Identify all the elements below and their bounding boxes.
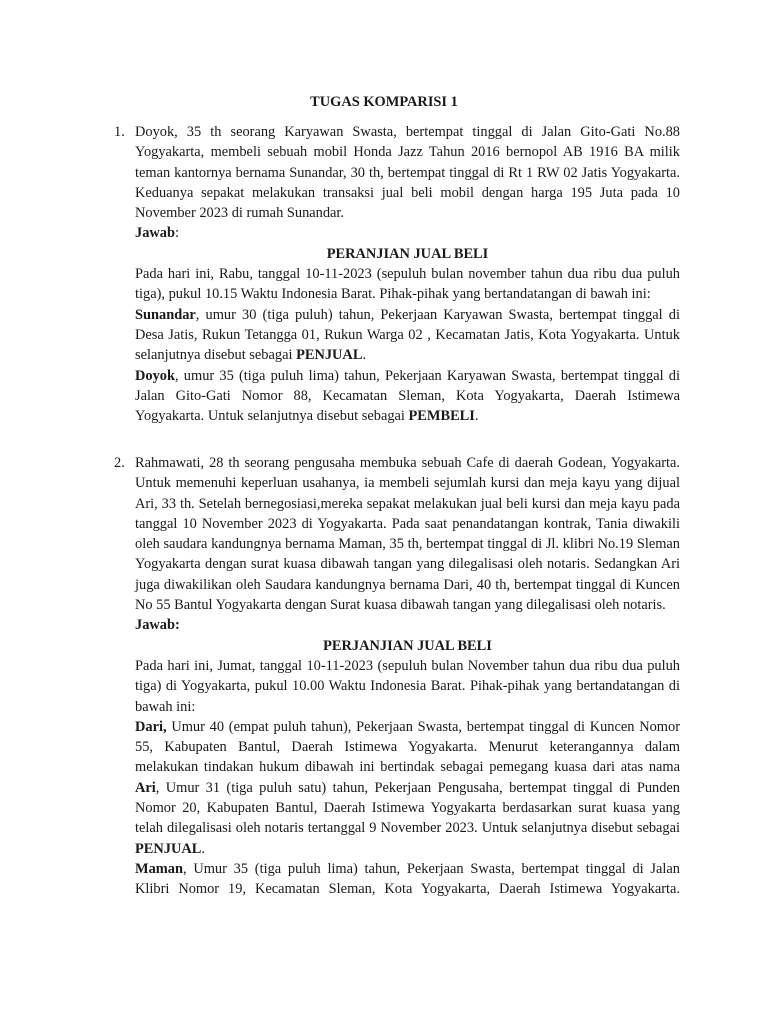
item-body <box>135 453 680 900</box>
question-item-1 <box>114 122 680 426</box>
party-principal: Ari <box>135 779 156 796</box>
question-item-2 <box>114 453 680 900</box>
item-number: 1. <box>114 124 125 140</box>
party-name: Doyok <box>135 367 175 384</box>
party-seller: Dari, Umur 40 (empat puluh tahun), Pekerjaan Swasta, bertempat tinggal di Kuncen Nomor 55, Kabupaten Bantul, Daerah Istimewa Yogyakarta. Menurut keterangannya dalam melakukan tindakan hukum dibawah ini bertindak sebagai pemegang kuasa dari atas nama Ari, Umur 31 (tiga puluh satu) tahun, Pekerjaan Pengusaha, bertempat tinggal di Punden Nomor 20, Kabupaten Bantul, Daerah Istimewa Yogyakarta berdasarkan surat kuasa yang telah dilegalisasi oleh notaris tertanggal 9 November 2023. Untuk selanjutnya disebut sebagai PENJUAL. <box>135 718 680 857</box>
item-number: 2. <box>114 455 125 471</box>
party-role: PENJUAL <box>135 840 202 857</box>
party-name: Dari, <box>135 718 167 735</box>
question-text: Rahmawati, 28 th seorang pengusaha membuka sebuah Cafe di daerah Godean, Yogyakarta. Untuk memenuhi keperluan usahanya, ia membeli sejumlah kursi dan meja kayu yang dijual Ari, 33 th. Setelah bernegosiasi,mereka sepakat melakukan jual beli kursi dan meja kayu pada tanggal 10 November 2023 di Yogyakarta. Pada saat penandatangan kontrak, Tania diwakili oleh saudara kandungnya bernama Maman, 35 th, bertempat tinggal di Jl. klibri No.19 Sleman Yogyakarta dengan surat kuasa dibawah tangan yang dilegalisasi oleh notaris. Sedangkan Ari juga diwakilikan oleh Saudara kandungnya bernama Dari, 40 th, bertempat tinggal di Kuncen No 55 Bantul Yogyakarta dengan Surat kuasa dibawah tangan yang dilegalisasi oleh notaris. <box>135 455 680 614</box>
item-body <box>135 122 680 426</box>
agreement-intro: Pada hari ini, Rabu, tanggal 10-11-2023 (sepuluh bulan november tahun dua ribu dua puluh tiga), pukul 10.15 Waktu Indonesia Barat. Pihak-pihak yang bertandatangan di bawah ini: <box>135 266 680 303</box>
party-seller: Sunandar, umur 30 (tiga puluh) tahun, Pekerjaan Karyawan Swasta, bertempat tinggal di Desa Jatis, Rukun Tetangga 01, Rukun Warga 02 , Kecamatan Jatis, Kota Yogyakarta. Untuk selanjutnya disebut sebagai PENJUAL. <box>135 306 680 364</box>
question-text: Doyok, 35 th seorang Karyawan Swasta, bertempat tinggal di Jalan Gito-Gati No.88 Yogyakarta, membeli sebuah mobil Honda Jazz Tahun 2016 bernopol AB 1916 BA milik teman kantornya bernama Sunandar, 30 th, bertempat tinggal di Rt 1 RW 02 Jatis Yogyakarta. Keduanya sepakat melakukan transaksi jual beli mobil dengan harga 195 Juta pada 10 November 2023 di rumah Sunandar. <box>135 124 680 222</box>
agreement-heading: PERJANJIAN JUAL BELI <box>323 637 492 654</box>
answer-label: Jawab: <box>135 617 180 634</box>
party-role: PEMBELI <box>408 408 475 425</box>
party-name: Maman <box>135 860 183 877</box>
document-title: TUGAS KOMPARISI 1 <box>310 94 458 110</box>
agreement-heading: PERANJIAN JUAL BELI <box>326 245 489 262</box>
party-role: PENJUAL <box>296 347 363 364</box>
party-buyer: Doyok, umur 35 (tiga puluh lima) tahun, Pekerjaan Karyawan Swasta, bertempat tinggal di Jalan Gito-Gati Nomor 88, Kecamatan Sleman, Kota Yogyakarta, Daerah Istimewa Yogyakarta. Untuk selanjutnya disebut sebagai PEMBELI. <box>135 367 680 425</box>
answer-label: Jawab: <box>135 225 179 242</box>
party-buyer: Maman, Umur 35 (tiga puluh lima) tahun, Pekerjaan Swasta, bertempat tinggal di Jalan Klibri Nomor 19, Kecamatan Sleman, Kota Yogyakarta, Daerah Istimewa Yogyakarta. <box>135 860 680 898</box>
party-name: Sunandar <box>135 306 196 323</box>
agreement-intro: Pada hari ini, Jumat, tanggal 10-11-2023 (sepuluh bulan November tahun dua ribu dua puluh tiga) di Yogyakarta, pukul 10.00 Waktu Indonesia Barat. Pihak-pihak yang bertandatangan di bawah ini: <box>135 657 680 715</box>
